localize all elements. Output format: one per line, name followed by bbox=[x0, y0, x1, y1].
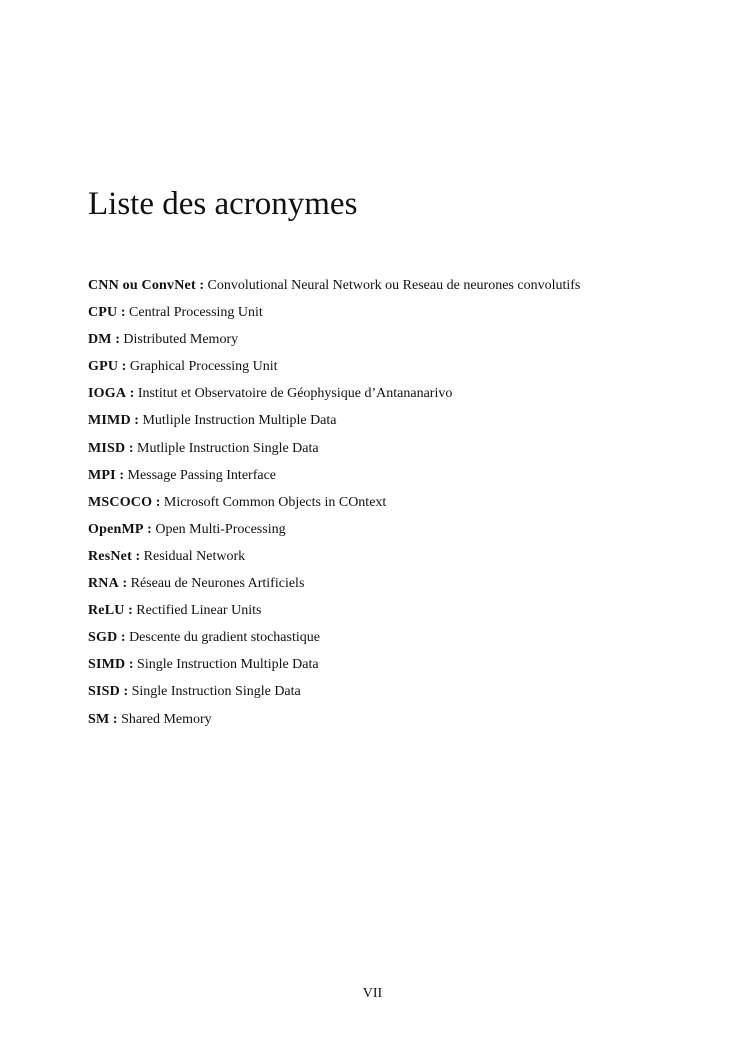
acronym-item bbox=[88, 627, 728, 654]
acronym-definition: Open Multi-Processing bbox=[155, 521, 286, 537]
acronym-item bbox=[88, 383, 728, 410]
acronym-definition: Residual Network bbox=[143, 548, 246, 564]
acronym-separator: : bbox=[124, 603, 137, 619]
acronym-definition: Central Processing Unit bbox=[129, 305, 263, 321]
acronym-definition: Mutliple Instruction Multiple Data bbox=[142, 413, 337, 429]
acronym-separator: : bbox=[117, 630, 130, 646]
acronym-definition: Institut et Observatoire de Géophysique d’Antananarivo bbox=[137, 386, 453, 402]
acronym-term: MSCOCO bbox=[88, 494, 153, 510]
acronym-definition: Single Instruction Multiple Data bbox=[137, 657, 319, 673]
acronym-separator: : bbox=[119, 684, 132, 700]
acronym-term: ReLU bbox=[88, 603, 125, 619]
acronym-item bbox=[88, 654, 728, 681]
acronym-item bbox=[88, 546, 728, 573]
acronym-term: MIMD bbox=[88, 413, 131, 429]
acronym-list bbox=[88, 275, 728, 736]
acronym-definition: Graphical Processing Unit bbox=[129, 359, 278, 375]
acronym-separator: : bbox=[118, 576, 131, 592]
acronym-separator: : bbox=[125, 657, 138, 673]
acronym-term: SIMD bbox=[88, 657, 126, 673]
acronym-item bbox=[88, 681, 728, 708]
acronym-item bbox=[88, 573, 728, 600]
acronym-separator: : bbox=[118, 359, 130, 375]
acronym-separator: : bbox=[152, 494, 164, 510]
acronym-separator: : bbox=[125, 440, 138, 456]
acronym-definition: Microsoft Common Objects in COntext bbox=[163, 494, 387, 510]
acronym-item bbox=[88, 302, 728, 329]
page-number: VII bbox=[362, 986, 383, 1001]
page-title: Liste des acronymes bbox=[88, 186, 358, 222]
acronym-item bbox=[88, 275, 728, 302]
acronym-definition: Rectified Linear Units bbox=[136, 603, 262, 619]
acronym-term: SM bbox=[88, 711, 110, 727]
acronym-item bbox=[88, 492, 728, 519]
acronym-term: SGD bbox=[88, 630, 118, 646]
acronym-item bbox=[88, 709, 728, 736]
acronym-separator: : bbox=[117, 305, 130, 321]
acronym-separator: : bbox=[195, 278, 208, 293]
acronym-item bbox=[88, 438, 728, 465]
acronym-term: GPU bbox=[88, 359, 119, 375]
acronym-term: ResNet bbox=[88, 548, 132, 564]
acronym-separator: : bbox=[109, 711, 122, 727]
acronym-separator: : bbox=[143, 521, 156, 537]
acronym-term: IOGA bbox=[88, 386, 127, 402]
acronym-term: SISD bbox=[88, 684, 120, 700]
acronym-term: MISD bbox=[88, 440, 126, 456]
acronym-definition: Message Passing Interface bbox=[127, 467, 277, 483]
acronym-item bbox=[88, 600, 728, 627]
acronym-definition: Distributed Memory bbox=[123, 332, 239, 348]
acronym-item bbox=[88, 465, 728, 492]
acronym-term: RNA bbox=[88, 576, 119, 592]
acronym-item bbox=[88, 329, 728, 356]
acronym-definition: Single Instruction Single Data bbox=[131, 684, 301, 700]
acronym-separator: : bbox=[111, 332, 124, 348]
acronym-item bbox=[88, 519, 728, 546]
acronym-separator: : bbox=[115, 467, 128, 483]
acronym-term: DM bbox=[88, 332, 112, 348]
acronym-definition: Mutliple Instruction Single Data bbox=[137, 440, 319, 456]
acronym-definition: Shared Memory bbox=[121, 711, 212, 727]
acronym-separator: : bbox=[126, 386, 138, 402]
acronym-term: CNN ou ConvNet bbox=[88, 278, 196, 293]
acronym-term: CPU bbox=[88, 305, 118, 321]
acronym-separator: : bbox=[130, 413, 143, 429]
acronym-separator: : bbox=[131, 548, 144, 564]
acronym-item bbox=[88, 356, 728, 383]
acronym-definition: Descente du gradient stochastique bbox=[129, 630, 320, 646]
acronym-term: MPI bbox=[88, 467, 116, 483]
acronym-term: OpenMP bbox=[88, 521, 144, 537]
acronym-definition: Convolutional Neural Network ou Reseau de neurones convolutifs bbox=[207, 278, 581, 293]
acronym-item bbox=[88, 410, 728, 437]
acronym-definition: Réseau de Neurones Artificiels bbox=[130, 576, 305, 592]
